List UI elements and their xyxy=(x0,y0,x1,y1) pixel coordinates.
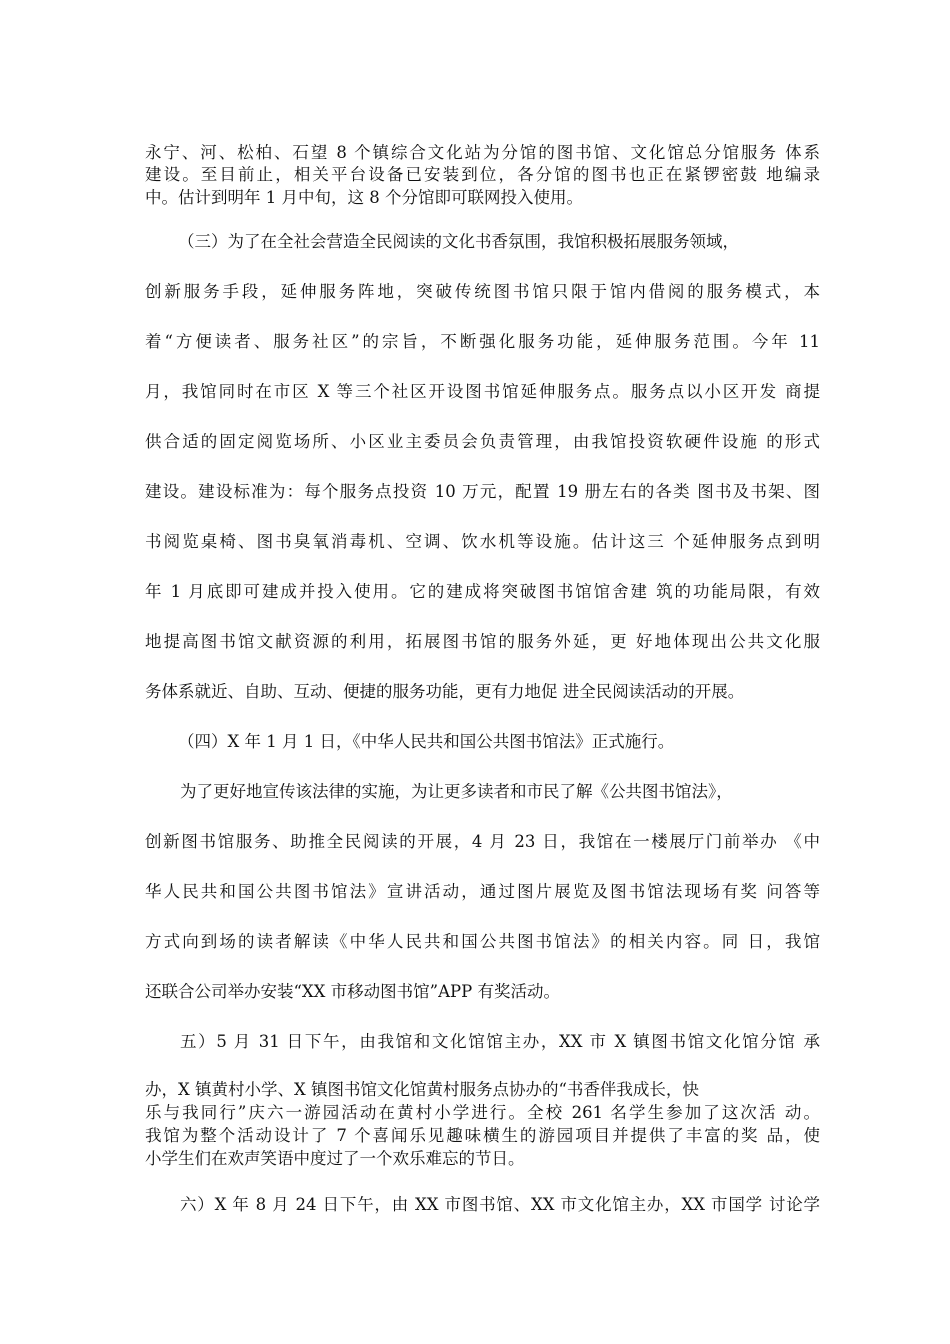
paragraph-line: 年 1 月底即可建成并投入使用。它的建成将突破图书馆馆舍建 筑的功能局限，有效 xyxy=(145,582,820,601)
paragraph-line: 务体系就近、自助、互动、便捷的服务功能，更有力地促 进全民阅读活动的开展。 xyxy=(145,682,745,701)
paragraph-line: 方式向到场的读者解读《中华人民共和国公共图书馆法》的相关内容。同 日，我馆 xyxy=(145,932,820,951)
paragraph-line: 创新服务手段，延伸服务阵地，突破传统图书馆只限于馆内借阅的服务模式，本 xyxy=(145,282,820,301)
paragraph-line: 五）5 月 31 日下午，由我馆和文化馆馆主办，XX 市 X 镇图书馆文化馆分馆 承 xyxy=(180,1032,820,1051)
paragraph-line: 地提高图书馆文献资源的利用，拓展图书馆的服务外延，更 好地体现出公共文化服 xyxy=(145,632,820,651)
paragraph-line: （四）X 年 1 月 1 日，《中华人民共和国公共图书馆法》正式施行。 xyxy=(178,732,675,751)
paragraph-line: （三）为了在全社会营造全民阅读的文化书香氛围，我馆积极拓展服务领域， xyxy=(178,232,739,251)
paragraph-line: 六）X 年 8 月 24 日下午，由 XX 市图书馆、XX 市文化馆主办，XX 市国学 讨论学 xyxy=(180,1195,820,1214)
paragraph-line: 创新图书馆服务、助推全民阅读的开展，4 月 23 日，我馆在一楼展厅门前举办 《中 xyxy=(145,832,820,851)
paragraph-line: 建设。建设标准为：每个服务点投资 10 万元，配置 19 册左右的各类 图书及书架、图 xyxy=(145,482,820,501)
paragraph-line: 小学生们在欢声笑语中度过了一个欢乐难忘的节日。 xyxy=(145,1149,525,1168)
paragraph-line: 中。估计到明年 1 月中旬，这 8 个分馆即可联网投入使用。 xyxy=(145,188,583,207)
paragraph-line: 乐与我同行”庆六一游园活动在黄村小学进行。全校 261 名学生参加了这次活 动。 xyxy=(145,1103,820,1122)
paragraph-line: 还联合公司举办安装“XX 市移动图书馆”APP 有奖活动。 xyxy=(145,982,560,1001)
paragraph-line: 建设。至目前止，相关平台设备已安装到位，各分馆的图书也正在紧锣密鼓 地编录 xyxy=(145,165,820,184)
paragraph-line: 为了更好地宣传该法律的实施，为让更多读者和市民了解《公共图书馆法》， xyxy=(180,782,733,801)
paragraph-line: 办，X 镇黄村小学、X 镇图书馆文化馆黄村服务点协办的“书香伴我成长，快 xyxy=(145,1080,699,1099)
paragraph-line: 华人民共和国公共图书馆法》宣讲活动，通过图片展览及图书馆法现场有奖 问答等 xyxy=(145,882,820,901)
paragraph-line: 书阅览桌椅、图书臭氧消毒机、空调、饮水机等设施。估计这三 个延伸服务点到明 xyxy=(145,532,820,551)
paragraph-line: 永宁、河、松柏、石望 8 个镇综合文化站为分馆的图书馆、文化馆总分馆服务 体系 xyxy=(145,143,820,162)
paragraph-line: 着“方便读者、服务社区”的宗旨，不断强化服务功能，延伸服务范围。今年 11 xyxy=(145,332,820,351)
paragraph-line: 月，我馆同时在市区 X 等三个社区开设图书馆延伸服务点。服务点以小区开发 商提 xyxy=(145,382,820,401)
paragraph-line: 供合适的固定阅览场所、小区业主委员会负责管理，由我馆投资软硬件设施 的形式 xyxy=(145,432,820,451)
paragraph-line: 我馆为整个活动设计了 7 个喜闻乐见趣味横生的游园项目并提供了丰富的奖 品，使 xyxy=(145,1126,820,1145)
